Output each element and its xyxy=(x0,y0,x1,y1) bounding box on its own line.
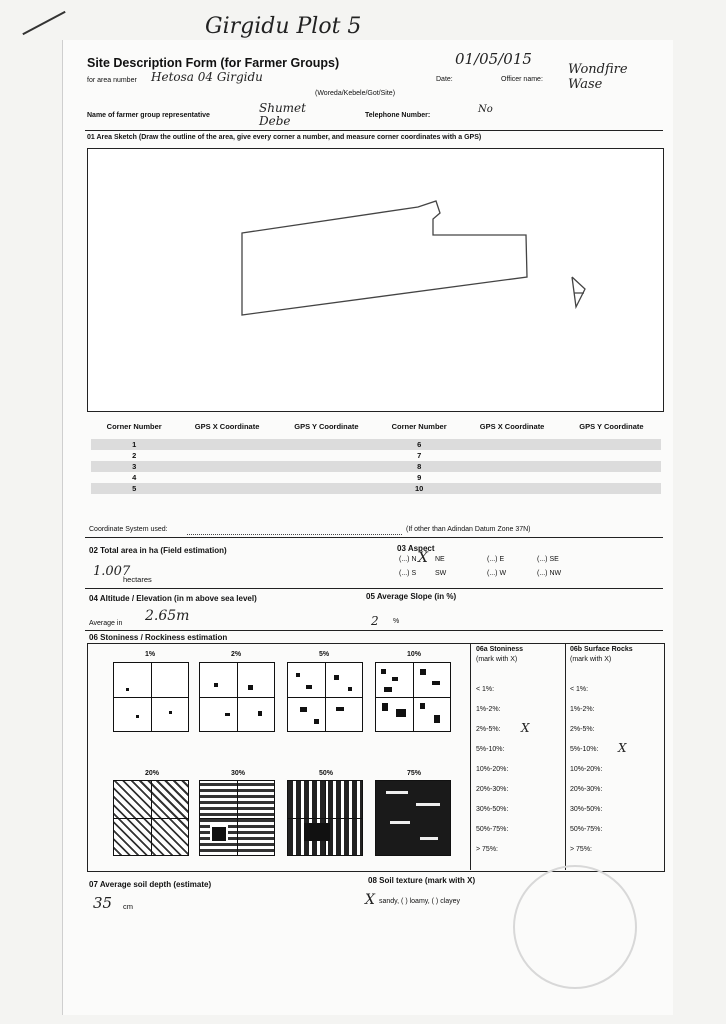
grid-20-percent xyxy=(113,780,189,856)
aspect-ne[interactable]: NE xyxy=(435,556,445,563)
table-row: 5 xyxy=(91,483,177,494)
table-row: 4 xyxy=(132,473,137,482)
table-row: 9 xyxy=(417,473,422,482)
soil-texture-label: 08 Soil texture (mark with X) xyxy=(368,876,476,885)
officer-label: Officer name: xyxy=(501,76,543,83)
telephone-value[interactable]: No xyxy=(478,104,493,115)
area-number-value[interactable]: Hetosa 04 Girgidu xyxy=(151,70,263,84)
col6b-sub: (mark with X) xyxy=(570,656,612,663)
stoniness-range-option[interactable]: 2%-5%: xyxy=(476,726,501,733)
aspect-label: 03 Aspect xyxy=(397,544,435,553)
altitude-value[interactable]: 2.65m xyxy=(145,608,190,624)
sketch-drawing xyxy=(88,149,663,411)
grid-label-5: 5% xyxy=(319,651,330,658)
surface-rocks-range-option[interactable]: 20%-30%: xyxy=(570,786,603,793)
altitude-label: 04 Altitude / Elevation (in m above sea level) xyxy=(89,594,257,603)
grid-label-1: 1% xyxy=(145,651,156,658)
aspect-sw[interactable]: SW xyxy=(435,570,447,577)
soil-texture-x-mark: X xyxy=(365,892,375,908)
grid-label-2: 2% xyxy=(231,651,242,658)
soil-depth-value[interactable]: 35 xyxy=(93,894,113,912)
grid-1-percent xyxy=(113,662,189,732)
table-row: 8 xyxy=(376,461,462,472)
table-row: 6 xyxy=(376,439,462,450)
date-value[interactable]: 01/05/015 xyxy=(455,50,532,68)
coordinate-system-field[interactable] xyxy=(187,534,402,535)
gps-coordinate-table xyxy=(91,413,661,494)
header-corner-number: Corner Number xyxy=(106,421,162,431)
north-arrow-icon xyxy=(572,277,585,307)
surface-rocks-range-option[interactable]: > 75%: xyxy=(570,846,592,853)
header-gps-y: GPS Y Coordinate xyxy=(294,421,359,431)
area-number-label: for area number xyxy=(87,77,137,84)
slope-value[interactable]: 2 xyxy=(371,614,379,628)
percent-sign: % xyxy=(393,618,400,625)
total-area-value[interactable]: 1.007 xyxy=(93,564,131,579)
cm-label: cm xyxy=(123,902,133,911)
table-row: 10 xyxy=(376,483,462,494)
table-row: 7 xyxy=(417,451,422,460)
sketch-label: 01 Area Sketch (Draw the outline of the area, give every corner a number, and measure corner coordinates with a GPS) xyxy=(87,134,482,141)
header-gps-y-2: GPS Y Coordinate xyxy=(579,421,644,431)
grid-label-75: 75% xyxy=(407,770,422,777)
representative-label: Name of farmer group representative xyxy=(87,112,210,119)
aspect-e[interactable]: (...) E xyxy=(487,556,505,563)
surface-rocks-range-option[interactable]: 10%-20%: xyxy=(570,766,603,773)
col6a-sub: (mark with X) xyxy=(476,656,518,663)
stoniness-range-option[interactable]: 30%-50%: xyxy=(476,806,509,813)
surface-rocks-range-option[interactable]: 50%-75%: xyxy=(570,826,603,833)
grid-label-50: 50% xyxy=(319,770,334,777)
aspect-nw[interactable]: (...) NW xyxy=(537,570,562,577)
stoniness-range-option[interactable]: 10%-20%: xyxy=(476,766,509,773)
table-row: 2 xyxy=(132,451,137,460)
stoniness-label: 06 Stoniness / Rockiness estimation xyxy=(89,633,228,642)
surface-rocks-range-option[interactable]: 5%-10%: xyxy=(570,746,599,753)
header-corner-number-2: Corner Number xyxy=(391,421,447,431)
form-sheet xyxy=(62,40,673,1015)
grid-50-percent xyxy=(287,780,363,856)
representative-value[interactable]: Shumet Debe xyxy=(259,101,306,128)
slope-label: 05 Average Slope (in %) xyxy=(366,592,457,601)
col6a-title: 06a Stoniness xyxy=(476,646,524,653)
woreda-hint: (Woreda/Kebele/Got/Site) xyxy=(315,90,396,97)
col6b-title: 06b Surface Rocks xyxy=(570,646,633,653)
coordinate-system-label: Coordinate System used: xyxy=(89,526,168,533)
surface-rocks-range-option[interactable]: < 1%: xyxy=(570,686,589,693)
form-title: Site Description Form (for Farmer Groups) xyxy=(87,56,340,70)
aspect-se[interactable]: (...) SE xyxy=(537,556,559,563)
officer-value[interactable]: Wondfire Wase xyxy=(568,62,628,92)
stoniness-x-mark: X xyxy=(521,721,530,735)
handwritten-header-note: Girgidu Plot 5 xyxy=(205,14,362,39)
grid-75-percent xyxy=(375,780,451,856)
stoniness-range-option[interactable]: > 75%: xyxy=(476,846,498,853)
grid-10-percent xyxy=(375,662,451,732)
stoniness-range-option[interactable]: 5%-10%: xyxy=(476,746,505,753)
official-stamp-icon xyxy=(513,865,637,989)
telephone-label: Telephone Number: xyxy=(365,112,431,119)
stoniness-range-option[interactable]: 20%-30%: xyxy=(476,786,509,793)
grid-2-percent xyxy=(199,662,275,732)
average-in-label: Average in xyxy=(89,620,123,627)
pen-stroke-mark xyxy=(22,11,65,35)
coordinate-system-note: (If other than Adindan Datum Zone 37N) xyxy=(406,526,531,533)
stoniness-range-option[interactable]: 1%-2%: xyxy=(476,706,501,713)
surface-rocks-range-option[interactable]: 2%-5%: xyxy=(570,726,595,733)
grid-label-10: 10% xyxy=(407,651,422,658)
surface-rocks-range-option[interactable]: 30%-50%: xyxy=(570,806,603,813)
aspect-s[interactable]: (...) S xyxy=(399,570,417,577)
header-gps-x-2: GPS X Coordinate xyxy=(479,421,545,431)
aspect-w[interactable]: (...) W xyxy=(487,570,507,577)
aspect-n[interactable]: (...) N xyxy=(399,556,417,563)
soil-depth-label: 07 Average soil depth (estimate) xyxy=(89,880,212,889)
table-row: 3 xyxy=(91,461,177,472)
area-sketch-box[interactable] xyxy=(87,148,664,412)
header-gps-x: GPS X Coordinate xyxy=(194,421,260,431)
date-label: Date: xyxy=(436,76,453,83)
grid-label-20: 20% xyxy=(145,770,160,777)
hectares-label: hectares xyxy=(123,575,152,584)
stoniness-range-option[interactable]: < 1%: xyxy=(476,686,495,693)
stoniness-range-option[interactable]: 50%-75%: xyxy=(476,826,509,833)
table-row: 1 xyxy=(91,439,177,450)
soil-texture-options[interactable]: sandy, ( ) loamy, ( ) clayey xyxy=(379,898,461,905)
grid-label-30: 30% xyxy=(231,770,246,777)
handwritten-x-mark: X xyxy=(418,550,428,566)
total-area-label: 02 Total area in ha (Field estimation) xyxy=(89,546,227,555)
grid-5-percent xyxy=(287,662,363,732)
surface-rocks-x-mark: X xyxy=(618,741,627,755)
surface-rocks-range-option[interactable]: 1%-2%: xyxy=(570,706,595,713)
grid-30-percent xyxy=(199,780,275,856)
